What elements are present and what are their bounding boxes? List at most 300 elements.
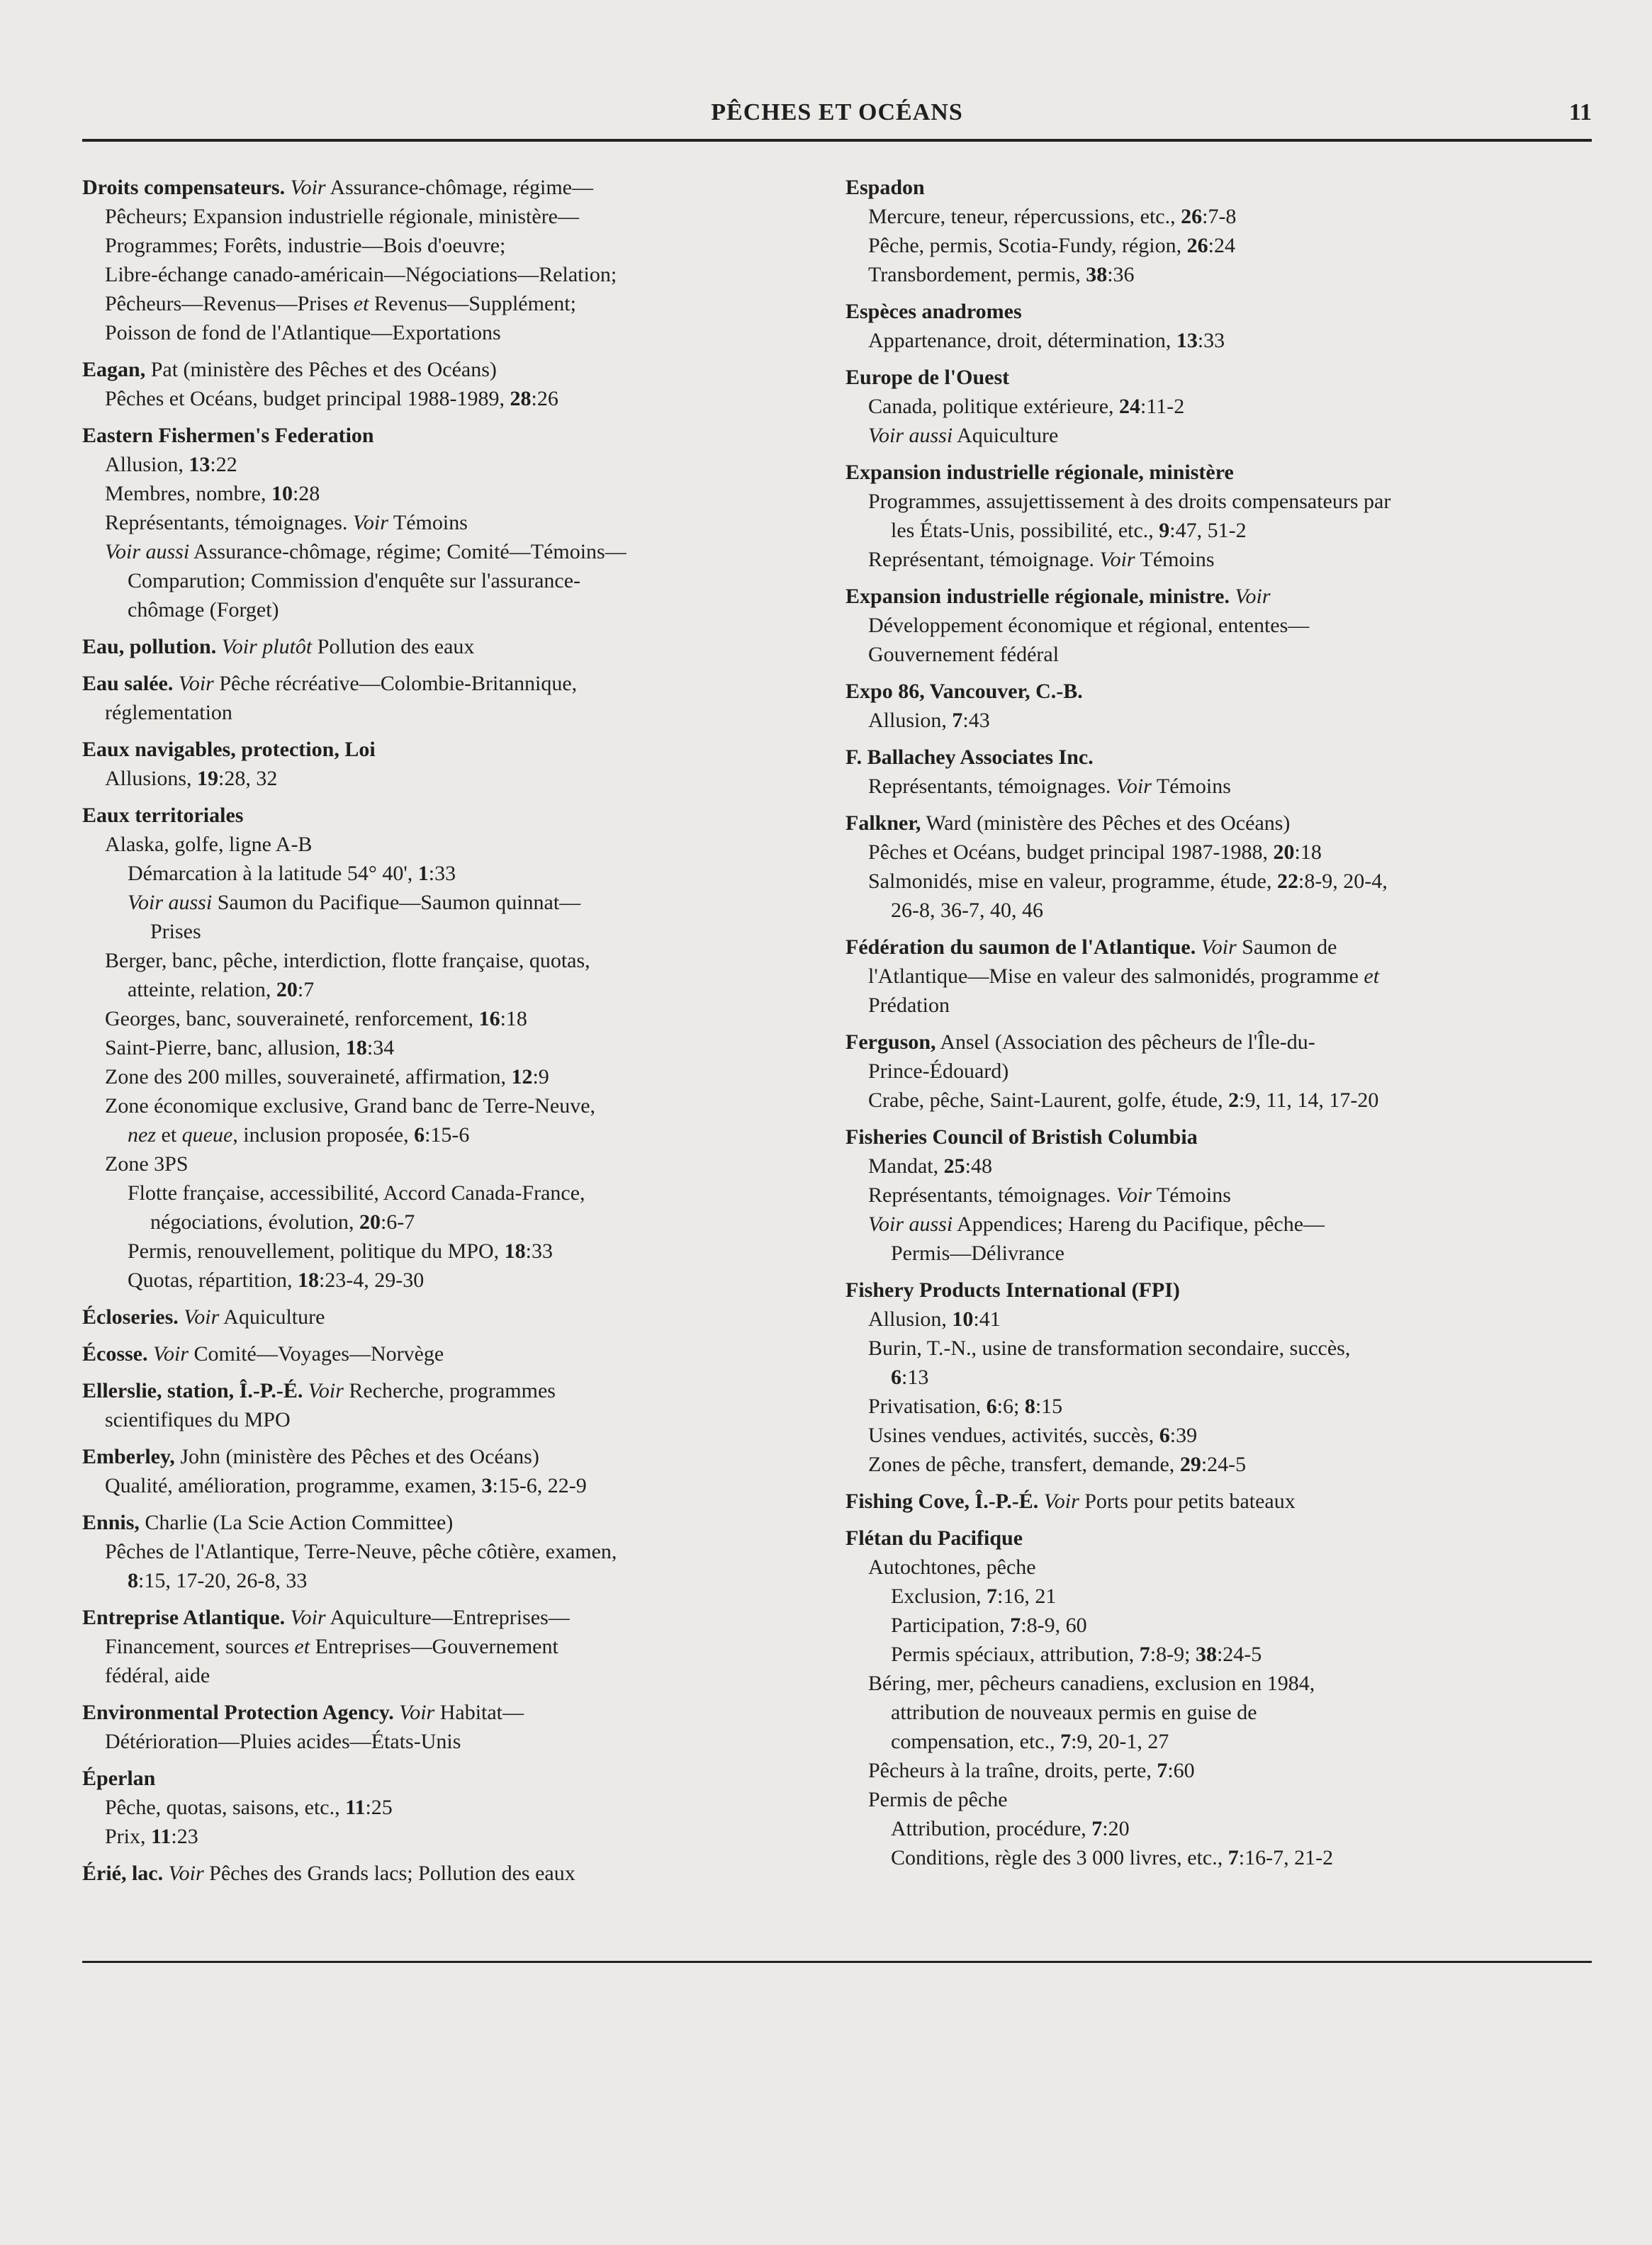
- entry-subline: [82, 1727, 791, 1756]
- entry-subline: [82, 450, 791, 479]
- text-run: Représentants, témoignages.: [868, 775, 1116, 798]
- entry-subline: [82, 1237, 791, 1266]
- text-run: Saumon du Pacifique—Saumon quinnat—: [212, 891, 581, 914]
- entry-subline: [82, 859, 791, 888]
- running-title: PÊCHES ET OCÉANS: [711, 99, 963, 125]
- text-run: :11-2: [1140, 395, 1185, 418]
- italic-text: Voir: [1116, 775, 1152, 798]
- bold-text: Fédération du saumon de l'Atlantique.: [845, 935, 1196, 959]
- text-run: Zone économique exclusive, Grand banc de Terre-Neuve,: [105, 1094, 596, 1118]
- text-run: :18: [1294, 840, 1322, 864]
- bold-text: Expansion industrielle régionale, ministre.: [845, 585, 1230, 608]
- entry-subline: [845, 1843, 1554, 1872]
- entry-subline: [845, 1582, 1554, 1611]
- bold-text: 10: [271, 482, 293, 505]
- text-run: Représentants, témoignages.: [868, 1183, 1116, 1207]
- text-run: Pêches et Océans, budget principal 1987-1988,: [868, 840, 1274, 864]
- text-run: Attribution, procédure,: [891, 1817, 1092, 1840]
- entry-subline: [82, 260, 791, 289]
- text-run: Prises: [150, 920, 201, 943]
- left-column: [82, 173, 791, 1896]
- entry-heading-line: [82, 421, 791, 450]
- text-run: Exclusion,: [891, 1585, 987, 1608]
- bold-text: Ellerslie, station, Î.-P.-É.: [82, 1379, 303, 1402]
- text-run: :18: [500, 1007, 527, 1030]
- text-run: :7-8: [1202, 205, 1237, 228]
- index-entry: [845, 1487, 1554, 1516]
- index-entry: [82, 1603, 791, 1690]
- entry-subline: [845, 231, 1554, 260]
- text-run: compensation, etc.,: [891, 1730, 1061, 1753]
- entry-subline: [845, 1785, 1554, 1814]
- entry-subline: [82, 318, 791, 347]
- text-run: réglementation: [105, 701, 232, 724]
- bold-text: 9: [1159, 519, 1170, 542]
- text-run: Témoins: [1135, 548, 1215, 571]
- entry-subline: [82, 1822, 791, 1851]
- entry-heading-line: [845, 809, 1554, 838]
- italic-text: Voir aussi: [868, 424, 953, 447]
- italic-text: Voir aussi: [105, 540, 190, 563]
- entry-subline: [82, 202, 791, 231]
- italic-text: Voir: [1235, 585, 1271, 608]
- index-entry: [845, 1122, 1554, 1268]
- italic-text: Voir: [1099, 548, 1135, 571]
- text-run: :6-7: [380, 1210, 415, 1234]
- text-run: Prince-Édouard): [868, 1059, 1009, 1083]
- entry-subline: [82, 764, 791, 793]
- text-run: Entreprises—Gouvernement: [310, 1635, 558, 1658]
- index-entry: [845, 743, 1554, 801]
- entry-subline: [82, 537, 791, 566]
- bold-text: 7: [1139, 1643, 1150, 1666]
- text-run: inclusion proposée,: [237, 1123, 415, 1147]
- text-run: Pêches de l'Atlantique, Terre-Neuve, pêche côtière, examen,: [105, 1540, 617, 1563]
- text-run: Flotte française, accessibilité, Accord Canada-France,: [128, 1181, 585, 1205]
- entry-heading-line: [82, 1698, 791, 1727]
- italic-text: et: [294, 1635, 310, 1658]
- entry-subline: [82, 1566, 791, 1595]
- text-run: Allusions,: [105, 767, 198, 790]
- text-run: Alaska, golfe, ligne A-B: [105, 833, 313, 856]
- italic-text: Voir: [178, 672, 214, 695]
- entry-subline: [82, 1120, 791, 1149]
- bold-text: 28: [510, 387, 532, 410]
- right-column: [845, 173, 1554, 1880]
- bold-text: Eagan,: [82, 358, 146, 381]
- bold-text: 38: [1086, 263, 1108, 286]
- text-run: Appendices; Hareng du Pacifique, pêche—: [953, 1212, 1325, 1236]
- entry-heading-line: [82, 735, 791, 764]
- bold-text: Expansion industrielle régionale, ministère: [845, 461, 1234, 484]
- entry-subline: [845, 1334, 1554, 1363]
- index-entry: [82, 801, 791, 1295]
- entry-subline: [845, 1239, 1554, 1268]
- bold-text: 19: [197, 767, 219, 790]
- index-entry: [845, 297, 1554, 355]
- text-run: Zone des 200 milles, souveraineté, affirmation,: [105, 1065, 512, 1088]
- page-number: 11: [1568, 99, 1592, 125]
- text-run: Georges, banc, souveraineté, renforcement,: [105, 1007, 479, 1030]
- bold-text: Emberley,: [82, 1445, 175, 1468]
- text-run: :16, 21: [997, 1585, 1057, 1608]
- text-run: :24-5: [1216, 1643, 1262, 1666]
- entry-heading-line: [845, 458, 1554, 487]
- text-run: Usines vendues, activités, succès,: [868, 1424, 1159, 1447]
- entry-subline: [82, 830, 791, 859]
- bold-text: Falkner,: [845, 811, 921, 835]
- entry-subline: [845, 392, 1554, 421]
- text-run: Ward (ministère des Pêches et des Océans): [921, 811, 1291, 835]
- bold-text: Fishing Cove, Î.-P.-É.: [845, 1490, 1039, 1513]
- italic-text: Voir: [290, 176, 326, 199]
- entry-subline: [845, 1210, 1554, 1239]
- bold-text: 20: [1273, 840, 1295, 864]
- entry-heading-line: [845, 1487, 1554, 1516]
- entry-heading-line: [82, 1442, 791, 1471]
- text-run: Pêcheurs—Revenus—Prises: [105, 292, 354, 315]
- bold-text: Eau salée.: [82, 672, 174, 695]
- italic-text: Voir aussi: [868, 1212, 953, 1236]
- italic-text: Voir: [184, 1305, 220, 1329]
- text-run: Transbordement, permis,: [868, 263, 1086, 286]
- entry-subline: [845, 772, 1554, 801]
- text-run: :33: [428, 862, 456, 885]
- bold-text: Écloseries.: [82, 1305, 179, 1329]
- text-run: fédéral, aide: [105, 1664, 210, 1687]
- text-run: Comité—Voyages—Norvège: [189, 1342, 444, 1366]
- text-run: Libre-échange canado-américain—Négociations—Relation;: [105, 263, 617, 286]
- entry-subline: [82, 1033, 791, 1062]
- text-run: Aquiculture: [219, 1305, 325, 1329]
- bold-text: Eaux navigables, protection, Loi: [82, 738, 376, 761]
- index-entry: [845, 363, 1554, 450]
- italic-text: et: [1364, 964, 1380, 988]
- text-run: Charlie (La Scie Action Committee): [139, 1511, 454, 1534]
- italic-text: Voir: [290, 1606, 326, 1629]
- text-run: Allusion,: [105, 453, 189, 476]
- text-run: Programmes; Forêts, industrie—Bois d'oeuvre;: [105, 234, 506, 257]
- entry-subline: [845, 1640, 1554, 1669]
- text-run: Poisson de fond de l'Atlantique—Exportations: [105, 321, 501, 344]
- text-run: Développement économique et régional, ententes—: [868, 614, 1310, 637]
- text-run: [303, 1379, 308, 1402]
- text-run: :34: [366, 1036, 395, 1059]
- italic-text: Voir: [153, 1342, 189, 1366]
- text-run: Pêche, permis, Scotia-Fundy, région,: [868, 234, 1187, 257]
- italic-text: nez: [128, 1123, 156, 1147]
- text-run: :48: [965, 1154, 992, 1178]
- header-rule: [82, 139, 1592, 142]
- index-entry: [82, 1764, 791, 1851]
- bold-text: 7: [1010, 1614, 1021, 1637]
- text-run: :6;: [996, 1395, 1025, 1418]
- entry-subline: [82, 508, 791, 537]
- entry-heading-line: [845, 1122, 1554, 1152]
- entry-subline: [845, 545, 1554, 574]
- bold-text: Expo 86, Vancouver, C.-B.: [845, 680, 1083, 703]
- entry-subline: [845, 838, 1554, 867]
- bold-text: 13: [189, 453, 210, 476]
- bold-text: 11: [345, 1796, 366, 1819]
- italic-text: Voir: [168, 1862, 204, 1885]
- text-run: :13: [901, 1366, 929, 1389]
- text-run: Pêches et Océans, budget principal 1988-1989,: [105, 387, 510, 410]
- index-entry: [82, 1339, 791, 1368]
- text-run: chômage (Forget): [128, 598, 279, 621]
- entry-heading-line: [845, 1276, 1554, 1305]
- entry-subline: [82, 698, 791, 727]
- bold-text: 1: [417, 862, 429, 885]
- bold-text: 29: [1179, 1453, 1201, 1476]
- bold-text: 25: [943, 1154, 965, 1178]
- bold-text: 10: [952, 1307, 974, 1331]
- text-run: :33: [1197, 329, 1225, 352]
- index-entry: [82, 735, 791, 793]
- index-entry: [82, 1698, 791, 1756]
- text-run: :9, 20-1, 27: [1071, 1730, 1169, 1753]
- text-run: [1038, 1490, 1044, 1513]
- entry-subline: [845, 202, 1554, 231]
- text-run: :26: [531, 387, 558, 410]
- bold-text: Entreprise Atlantique.: [82, 1606, 286, 1629]
- entry-heading-line: [82, 1764, 791, 1793]
- entry-subline: [845, 1057, 1554, 1086]
- bold-text: 38: [1195, 1643, 1217, 1666]
- text-run: Assurance-chômage, régime; Comité—Témoins—: [189, 540, 626, 563]
- entry-subline: [845, 640, 1554, 669]
- bold-text: 6: [414, 1123, 425, 1147]
- bold-text: Environmental Protection Agency.: [82, 1701, 394, 1724]
- entry-subline: [82, 1537, 791, 1566]
- entry-subline: [845, 1392, 1554, 1421]
- text-run: Burin, T.-N., usine de transformation secondaire, succès,: [868, 1337, 1351, 1360]
- entry-heading-line: [82, 173, 791, 202]
- text-run: Témoins: [1151, 775, 1231, 798]
- text-run: :9, 11, 14, 17-20: [1239, 1088, 1379, 1112]
- italic-text: Voir: [1116, 1183, 1152, 1207]
- index-entry: [82, 1302, 791, 1332]
- index-entry: [82, 669, 791, 727]
- text-run: Allusion,: [868, 1307, 953, 1331]
- text-run: Représentant, témoignage.: [868, 548, 1100, 571]
- text-run: :15: [1035, 1395, 1063, 1418]
- text-run: Conditions, règle des 3 000 livres, etc.,: [891, 1846, 1228, 1869]
- bold-text: 18: [345, 1036, 367, 1059]
- index-entry: [82, 173, 791, 347]
- index-entry: [82, 1376, 791, 1434]
- entry-subline: [82, 1208, 791, 1237]
- text-run: Démarcation à la latitude 54° 40',: [128, 862, 418, 885]
- text-run: attribution de nouveaux permis en guise de: [891, 1701, 1257, 1724]
- italic-text: queue,: [181, 1123, 238, 1147]
- index-entry: [82, 355, 791, 413]
- index-entry: [845, 458, 1554, 574]
- text-run: Recherche, programmes: [343, 1379, 556, 1402]
- text-run: [285, 1606, 291, 1629]
- entry-subline: [845, 516, 1554, 545]
- index-entry: [845, 582, 1554, 669]
- text-run: :23-4, 29-30: [318, 1268, 425, 1292]
- entry-subline: [82, 1266, 791, 1295]
- text-run: Salmonidés, mise en valeur, programme, étude,: [868, 870, 1277, 893]
- entry-subline: [845, 1181, 1554, 1210]
- text-run: Membres, nombre,: [105, 482, 271, 505]
- text-run: Permis, renouvellement, politique du MPO,: [128, 1239, 505, 1263]
- italic-text: Voir: [1201, 935, 1237, 959]
- entry-subline: [845, 1086, 1554, 1115]
- entry-subline: [82, 384, 791, 413]
- text-run: Quotas, répartition,: [128, 1268, 298, 1292]
- italic-text: Voir: [399, 1701, 435, 1724]
- entry-subline: [845, 1305, 1554, 1334]
- text-run: [216, 635, 222, 658]
- index-entry: [82, 1442, 791, 1500]
- text-run: :36: [1107, 263, 1135, 286]
- text-run: l'Atlantique—Mise en valeur des salmonidés, programme: [868, 964, 1364, 988]
- bold-text: 8: [1024, 1395, 1035, 1418]
- entry-heading-line: [82, 801, 791, 830]
- entry-subline: [845, 1611, 1554, 1640]
- text-run: Permis de pêche: [868, 1788, 1008, 1811]
- text-run: Appartenance, droit, détermination,: [868, 329, 1176, 352]
- text-run: [1196, 935, 1201, 959]
- entry-subline: [82, 1793, 791, 1822]
- entry-subline: [845, 1152, 1554, 1181]
- entry-subline: [82, 595, 791, 624]
- entry-subline: [845, 1756, 1554, 1785]
- entry-heading-line: [845, 933, 1554, 962]
- text-run: :15, 17-20, 26-8, 33: [138, 1569, 308, 1592]
- text-run: Mercure, teneur, répercussions, etc.,: [868, 205, 1181, 228]
- entry-subline: [845, 326, 1554, 355]
- bold-text: Érié, lac.: [82, 1862, 164, 1885]
- index-entry: [82, 1859, 791, 1888]
- entry-subline: [845, 896, 1554, 925]
- index-entry: [82, 632, 791, 661]
- bold-text: 13: [1176, 329, 1198, 352]
- text-run: Qualité, amélioration, programme, examen,: [105, 1474, 482, 1497]
- bold-text: 6: [1159, 1424, 1170, 1447]
- entry-subline: [82, 1632, 791, 1661]
- text-run: Ansel (Association des pêcheurs de l'Île-du-: [935, 1030, 1315, 1054]
- text-run: Saint-Pierre, banc, allusion,: [105, 1036, 346, 1059]
- text-run: Pollution des eaux: [312, 635, 475, 658]
- entry-subline: [82, 1405, 791, 1434]
- entry-subline: [845, 421, 1554, 450]
- entry-subline: [845, 1814, 1554, 1843]
- footer-rule: [82, 1961, 1592, 1963]
- bold-text: 18: [504, 1239, 526, 1263]
- index-entry: [845, 1028, 1554, 1115]
- entry-subline: [82, 975, 791, 1004]
- text-run: Béring, mer, pêcheurs canadiens, exclusion en 1984,: [868, 1672, 1315, 1695]
- text-run: Programmes, assujettissement à des droits compensateurs par: [868, 490, 1391, 513]
- text-run: Saumon de: [1236, 935, 1337, 959]
- entry-heading-line: [82, 355, 791, 384]
- index-entry: [845, 933, 1554, 1020]
- bold-text: Ferguson,: [845, 1030, 936, 1054]
- italic-text: Voir aussi: [128, 891, 213, 914]
- text-run: :28, 32: [218, 767, 278, 790]
- text-run: :7: [297, 978, 315, 1001]
- entry-subline: [82, 1661, 791, 1690]
- entry-heading-line: [82, 1859, 791, 1888]
- text-run: Pat (ministère des Pêches et des Océans): [145, 358, 497, 381]
- italic-text: et: [353, 292, 369, 315]
- entry-heading-line: [845, 582, 1554, 611]
- text-run: Prédation: [868, 994, 950, 1017]
- text-run: :9: [532, 1065, 549, 1088]
- entry-subline: [82, 1471, 791, 1500]
- text-run: Gouvernement fédéral: [868, 643, 1060, 666]
- text-run: :8-9, 20-4,: [1298, 870, 1388, 893]
- entry-heading-line: [845, 1524, 1554, 1553]
- entry-subline: [845, 1421, 1554, 1450]
- text-run: Mandat,: [868, 1154, 944, 1178]
- bold-text: 7: [987, 1585, 997, 1608]
- bold-text: Eastern Fishermen's Federation: [82, 424, 374, 447]
- text-run: :20: [1102, 1817, 1130, 1840]
- bold-text: Flétan du Pacifique: [845, 1526, 1023, 1550]
- italic-text: Voir: [1043, 1490, 1079, 1513]
- text-run: :33: [525, 1239, 553, 1263]
- text-run: Pêche récréative—Colombie-Britannique,: [213, 672, 578, 695]
- entry-subline: [845, 962, 1554, 991]
- text-run: [163, 1862, 169, 1885]
- index-entry: [845, 1524, 1554, 1872]
- bold-text: Droits compensateurs.: [82, 176, 286, 199]
- text-run: :23: [171, 1825, 198, 1848]
- text-run: atteinte, relation,: [128, 978, 276, 1001]
- entry-subline: [845, 1450, 1554, 1479]
- entry-subline: [82, 566, 791, 595]
- text-run: Zone 3PS: [105, 1152, 189, 1176]
- italic-text: Voir: [308, 1379, 344, 1402]
- bold-text: 7: [1157, 1759, 1168, 1782]
- bold-text: 2: [1228, 1088, 1240, 1112]
- text-run: Zones de pêche, transfert, demande,: [868, 1453, 1180, 1476]
- bold-text: 20: [359, 1210, 381, 1234]
- index-entry: [845, 173, 1554, 289]
- text-run: Autochtones, pêche: [868, 1555, 1036, 1579]
- index-entry: [845, 809, 1554, 925]
- text-run: Canada, politique extérieure,: [868, 395, 1120, 418]
- entry-subline: [845, 1363, 1554, 1392]
- text-run: :8-9;: [1150, 1643, 1196, 1666]
- bold-text: 7: [1227, 1846, 1239, 1869]
- bold-text: Fishery Products International (FPI): [845, 1278, 1180, 1302]
- text-run: :39: [1169, 1424, 1198, 1447]
- bold-text: 6: [891, 1366, 901, 1389]
- text-run: les États-Unis, possibilité, etc.,: [891, 519, 1159, 542]
- index-entry: [845, 677, 1554, 735]
- entry-heading-line: [82, 1302, 791, 1332]
- text-run: :43: [962, 709, 990, 732]
- text-run: :15-6: [425, 1123, 470, 1147]
- index-entry: [82, 1508, 791, 1595]
- entry-subline: [82, 917, 791, 946]
- entry-subline: [82, 289, 791, 318]
- bold-text: 3: [481, 1474, 493, 1497]
- text-run: :60: [1167, 1759, 1195, 1782]
- bold-text: 26: [1181, 205, 1203, 228]
- entry-subline: [845, 487, 1554, 516]
- bold-text: Eau, pollution.: [82, 635, 217, 658]
- text-run: Permis spéciaux, attribution,: [891, 1643, 1140, 1666]
- bold-text: 7: [1060, 1730, 1072, 1753]
- entry-subline: [82, 231, 791, 260]
